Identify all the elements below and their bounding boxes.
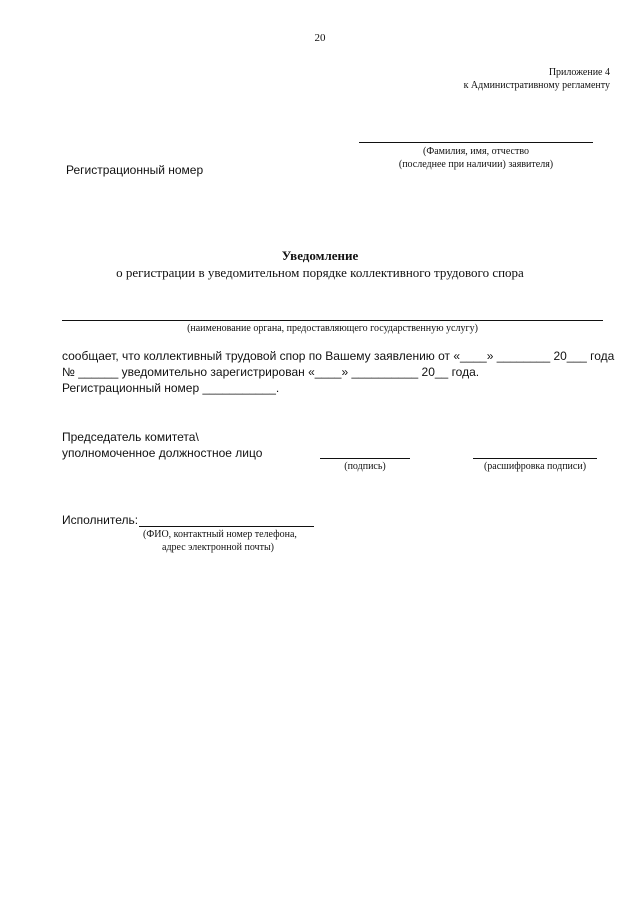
signature-decryption-caption: (расшифровка подписи) [483, 461, 587, 472]
applicant-name-line [359, 142, 593, 143]
notice-body-line-2: № ______ уведомительно зарегистрирован «____» __________ 20__ года. [62, 365, 480, 379]
signature-decryption-line [473, 458, 597, 459]
signatory-role-line-2: уполномоченное должностное лицо [62, 446, 263, 460]
authority-caption: (наименование органа, предоставляющего государственную услугу) [187, 323, 478, 334]
appendix-line-2: к Административному регламенту [463, 80, 610, 91]
signature-line [320, 458, 410, 459]
notice-body-line-3: Регистрационный номер ___________. [62, 381, 280, 395]
applicant-caption-line-1: (Фамилия, имя, отчество [423, 146, 529, 157]
executor-label: Исполнитель: [62, 513, 139, 527]
applicant-caption-line-2: (последнее при наличии) заявителя) [398, 159, 554, 170]
executor-caption-line-2: адрес электронной почты) [162, 542, 275, 553]
appendix-line-1: Приложение 4 [548, 67, 610, 78]
authority-name-line [62, 320, 603, 321]
executor-caption-line-1: (ФИО, контактный номер телефона, [143, 529, 297, 540]
notice-subtitle: о регистрации в уведомительном порядке коллективного трудового спора [116, 265, 524, 280]
signature-caption: (подпись) [344, 461, 386, 472]
executor-line [139, 526, 314, 527]
notice-title: Уведомление [281, 248, 359, 263]
page-number: 20 [314, 32, 326, 44]
registration-number-label: Регистрационный номер [66, 163, 204, 177]
notice-body-line-1: сообщает, что коллективный трудовой спор по Вашему заявлению от «____» ________ 20___ года [62, 349, 615, 363]
signatory-role-line-1: Председатель комитета\ [62, 430, 199, 444]
